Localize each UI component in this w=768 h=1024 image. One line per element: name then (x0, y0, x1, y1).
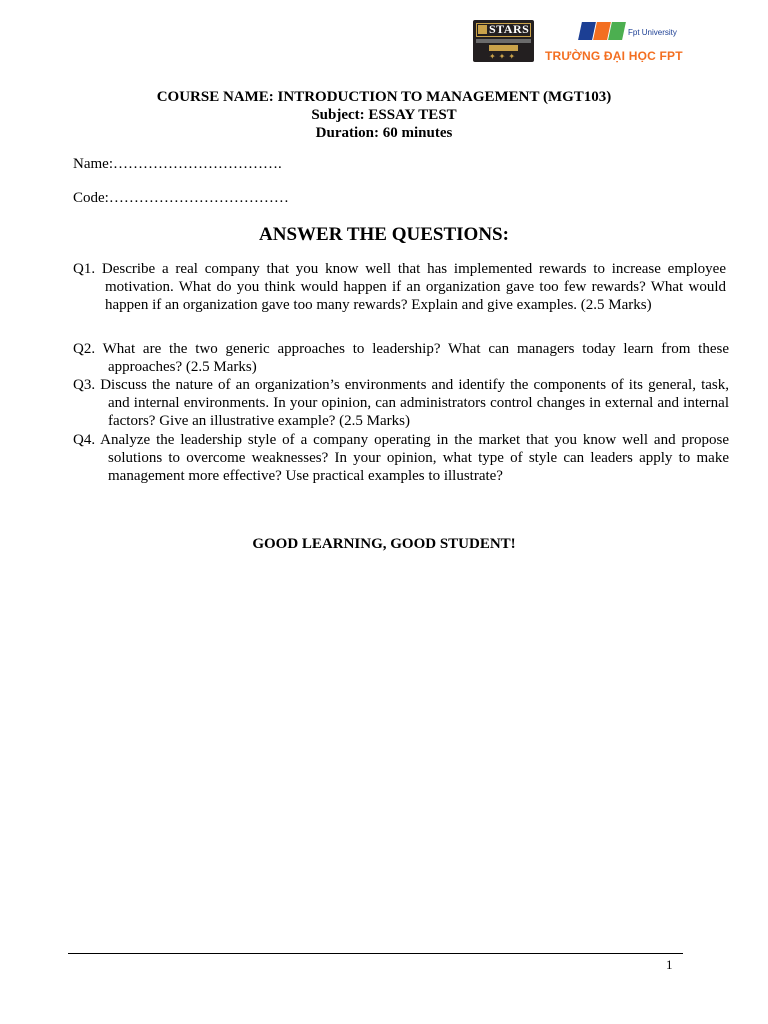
code-field: Code:……………………………… (73, 190, 289, 206)
question-4: Q4. Analyze the leadership style of a company operating in the market that you know well and propose solutions to overcome weaknesses? In your opinion, what type of style can leaders apply to make management more effective? Use practical examples to illustrate? (73, 432, 729, 484)
name-field: Name:……………………………. (73, 156, 282, 172)
stars-year-band (489, 45, 518, 51)
qs-stars-logo (473, 20, 534, 62)
answer-heading: ANSWER THE QUESTIONS: (259, 224, 509, 245)
fpt-university-label: Fpt University (628, 28, 677, 37)
question-1: Q1. Describe a real company that you know well that has implemented rewards to increase employee motivation. What do you think would happen if an organization gave too few rewards? What would happen if an organization gave too many rewards? Explain and give examples. (2.5 Marks) (73, 261, 726, 313)
page-number: 1 (666, 957, 673, 972)
exam-header (0, 88, 768, 142)
stars-tagline-band (476, 39, 531, 43)
stars-row-icon: ✦✦✦ (488, 52, 519, 61)
fpt-logo (578, 20, 624, 44)
qs-mark-icon (478, 25, 487, 34)
footer-rule-thick (178, 953, 683, 954)
question-3: Q3. Discuss the nature of an organization’s environments and identify the components of its general, task, and internal environments. In your opinion, can administrators control changes in external and internal factors? Give an illustrative example? (2.5 Marks) (73, 377, 729, 429)
course-name: COURSE NAME: INTRODUCTION TO MANAGEMENT (MGT103) (156, 89, 612, 105)
fpt-logo-block-t (608, 22, 626, 40)
stars-badge-text: STARS (489, 22, 530, 36)
duration: Duration: 60 minutes (315, 125, 453, 141)
closing-message: GOOD LEARNING, GOOD STUDENT! (252, 536, 516, 552)
question-2: Q2. What are the two generic approaches to leadership? What can managers today learn from these approaches? (2.5 Marks) (73, 341, 729, 375)
school-name: TRƯỜNG ĐẠI HỌC FPT (545, 49, 683, 63)
subject: Subject: ESSAY TEST (311, 107, 457, 123)
